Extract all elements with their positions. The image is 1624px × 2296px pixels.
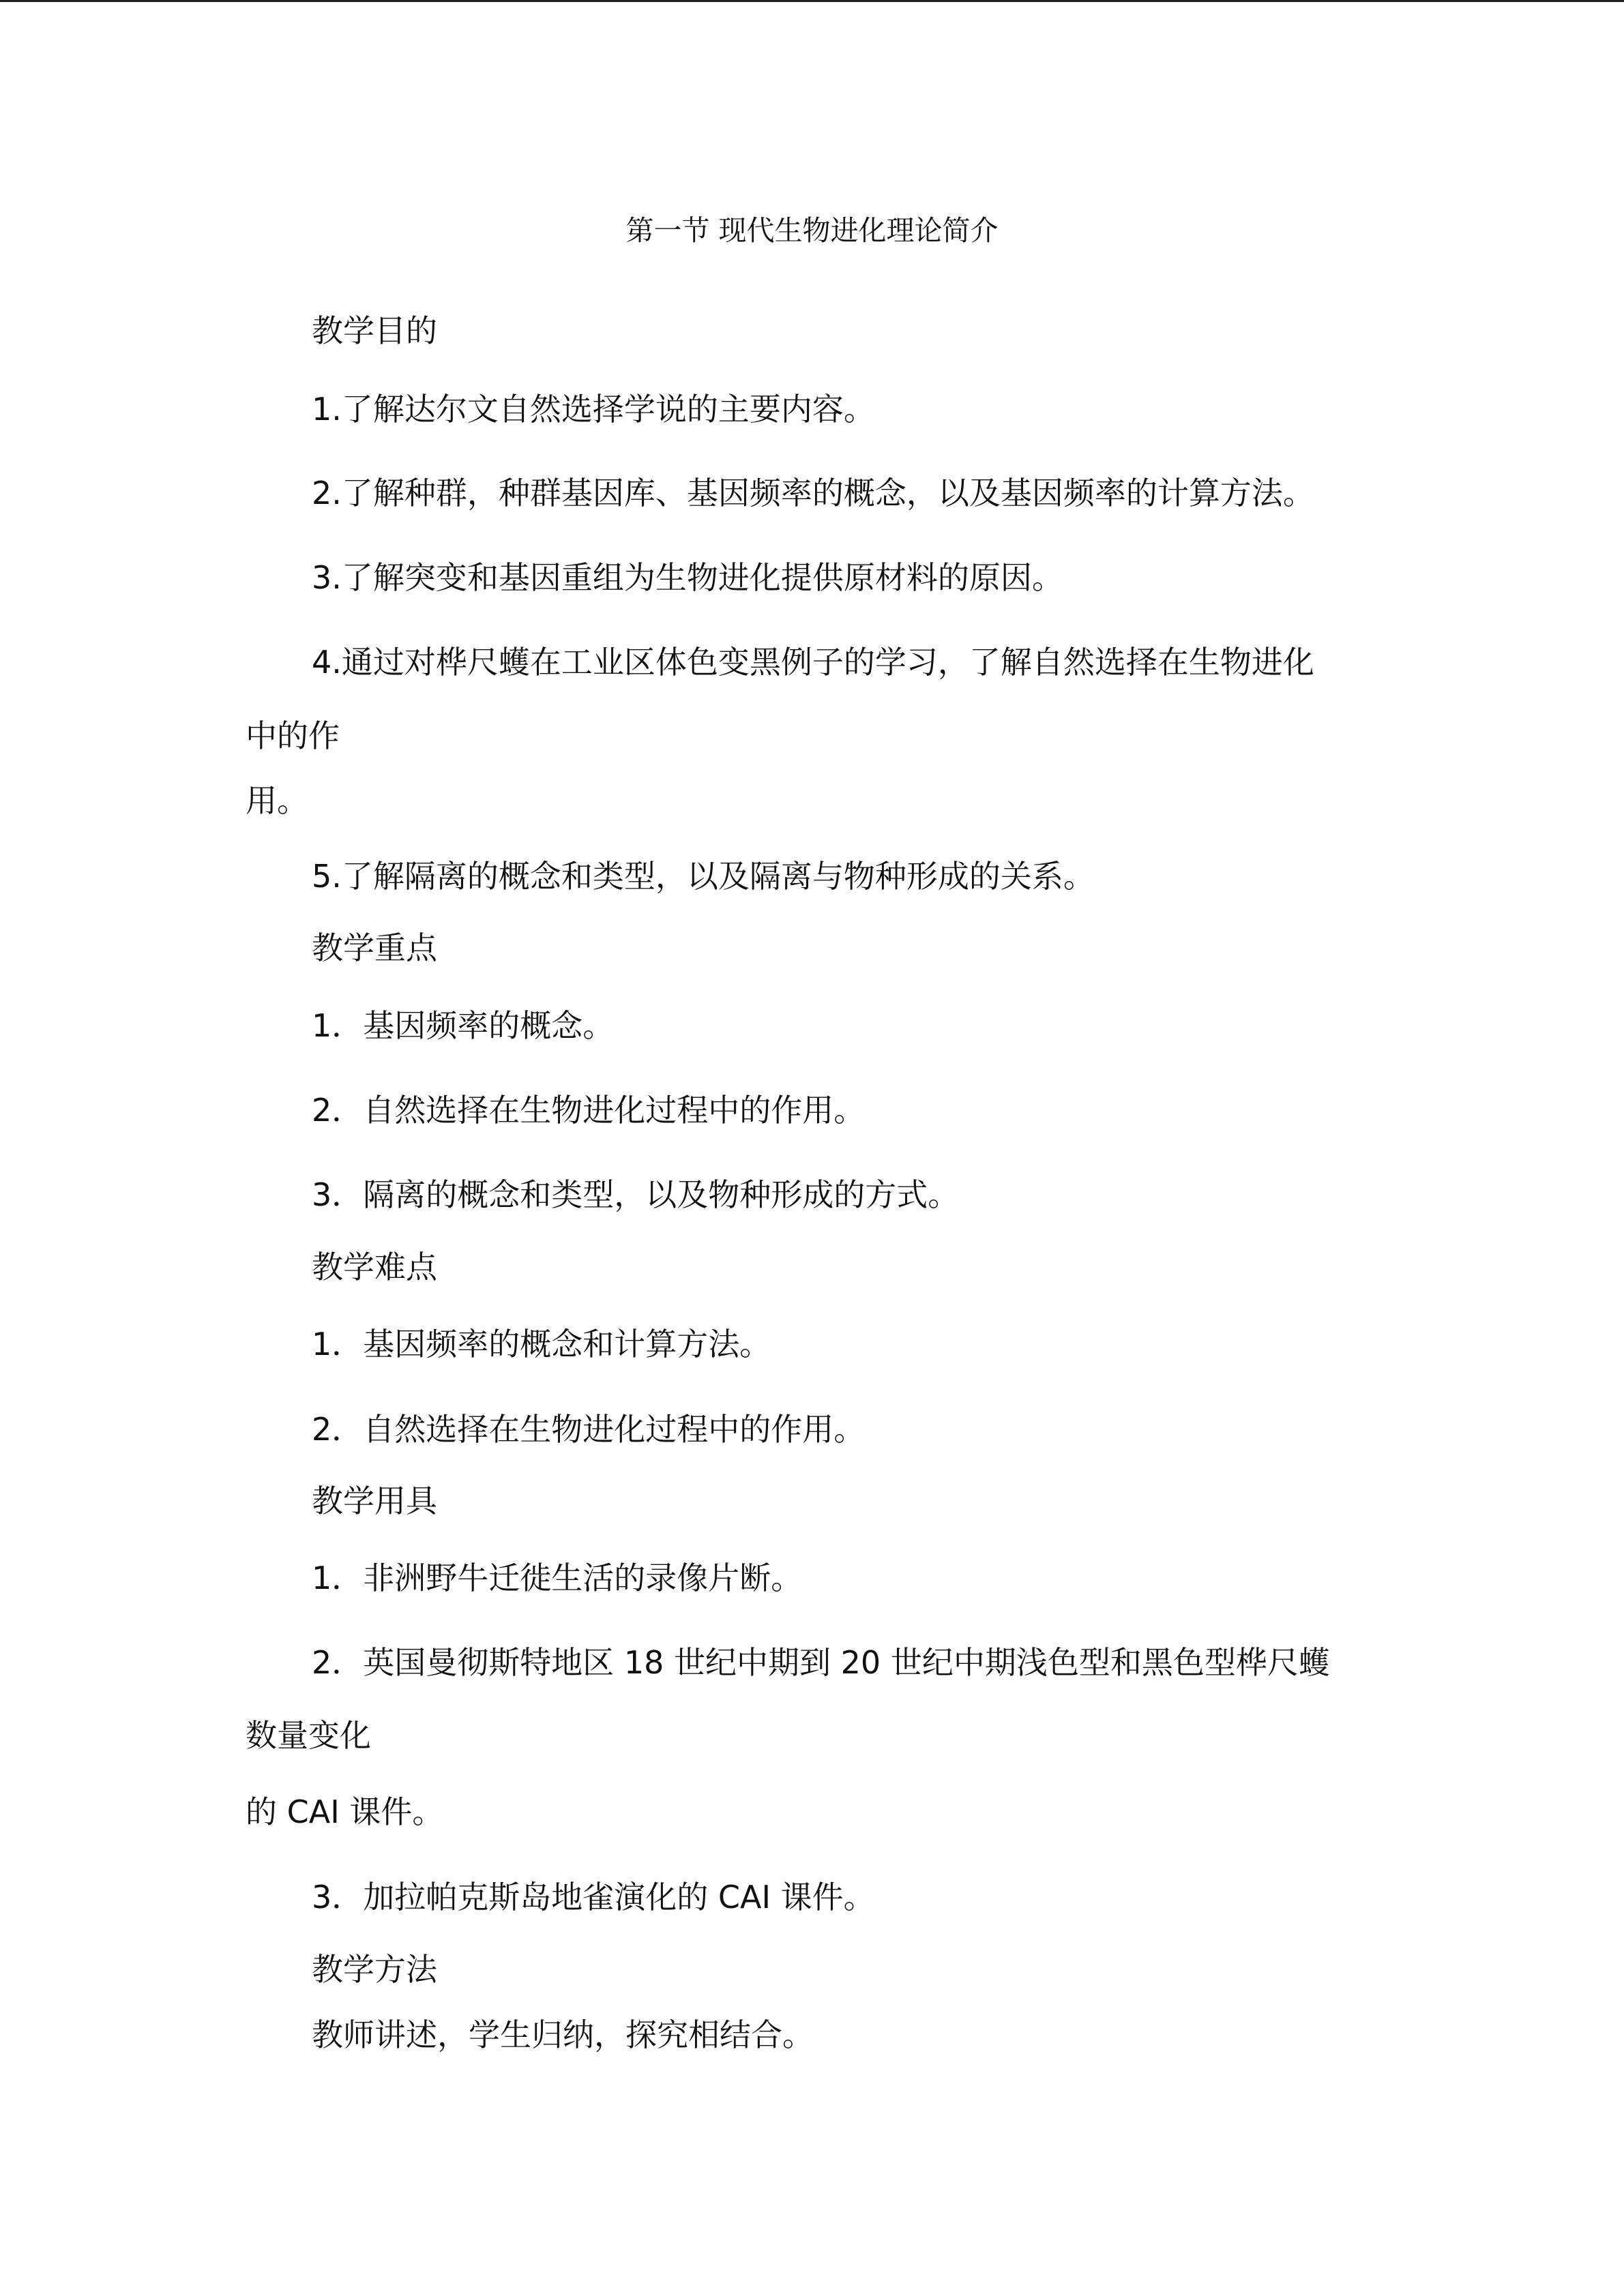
objective-item-4-line-2: 中的作 [246,717,340,754]
objectives-heading: 教学目的 [312,312,437,349]
key-point-item-2: 2．自然选择在生物进化过程中的作用。 [312,1092,866,1129]
document-title: 第一节 现代生物进化理论简介 [625,214,999,247]
objective-item-3: 3.了解突变和基因重组为生物进化提供原材料的原因。 [312,559,1063,596]
tool-item-2-line-2: 数量变化 [246,1717,371,1754]
tool-item-2-line-3: 的 CAI 课件。 [246,1793,444,1830]
difficulty-item-2: 2．自然选择在生物进化过程中的作用。 [312,1411,866,1448]
page-top-border [0,0,1624,2]
objective-item-4-line-3: 用。 [246,782,308,819]
tool-item-2-line-1: 2．英国曼彻斯特地区 18 世纪中期到 20 世纪中期浅色型和黑色型桦尺蠖 [312,1644,1330,1681]
tool-item-1: 1．非洲野牛迁徙生活的录像片断。 [312,1560,803,1596]
objective-item-4-line-1: 4.通过对桦尺蠖在工业区体色变黑例子的学习，了解自然选择在生物进化 [312,644,1314,681]
objective-item-1: 1.了解达尔文自然选择学说的主要内容。 [312,391,875,428]
key-point-item-3: 3．隔离的概念和类型，以及物种形成的方式。 [312,1176,960,1213]
objective-item-2: 2.了解种群，种群基因库、基因频率的概念，以及基因频率的计算方法。 [312,475,1314,511]
difficulties-heading: 教学难点 [312,1249,437,1285]
key-points-heading: 教学重点 [312,929,437,966]
methods-text: 教师讲述，学生归纳，探究相结合。 [312,2016,814,2053]
tools-heading: 教学用具 [312,1482,437,1519]
objective-item-5: 5.了解隔离的概念和类型，以及隔离与物种形成的关系。 [312,858,1095,895]
key-point-item-1: 1．基因频率的概念。 [312,1007,615,1044]
methods-heading: 教学方法 [312,1951,437,1988]
tool-item-3: 3．加拉帕克斯岛地雀演化的 CAI 课件。 [312,1879,875,1915]
difficulty-item-1: 1．基因频率的概念和计算方法。 [312,1326,771,1362]
